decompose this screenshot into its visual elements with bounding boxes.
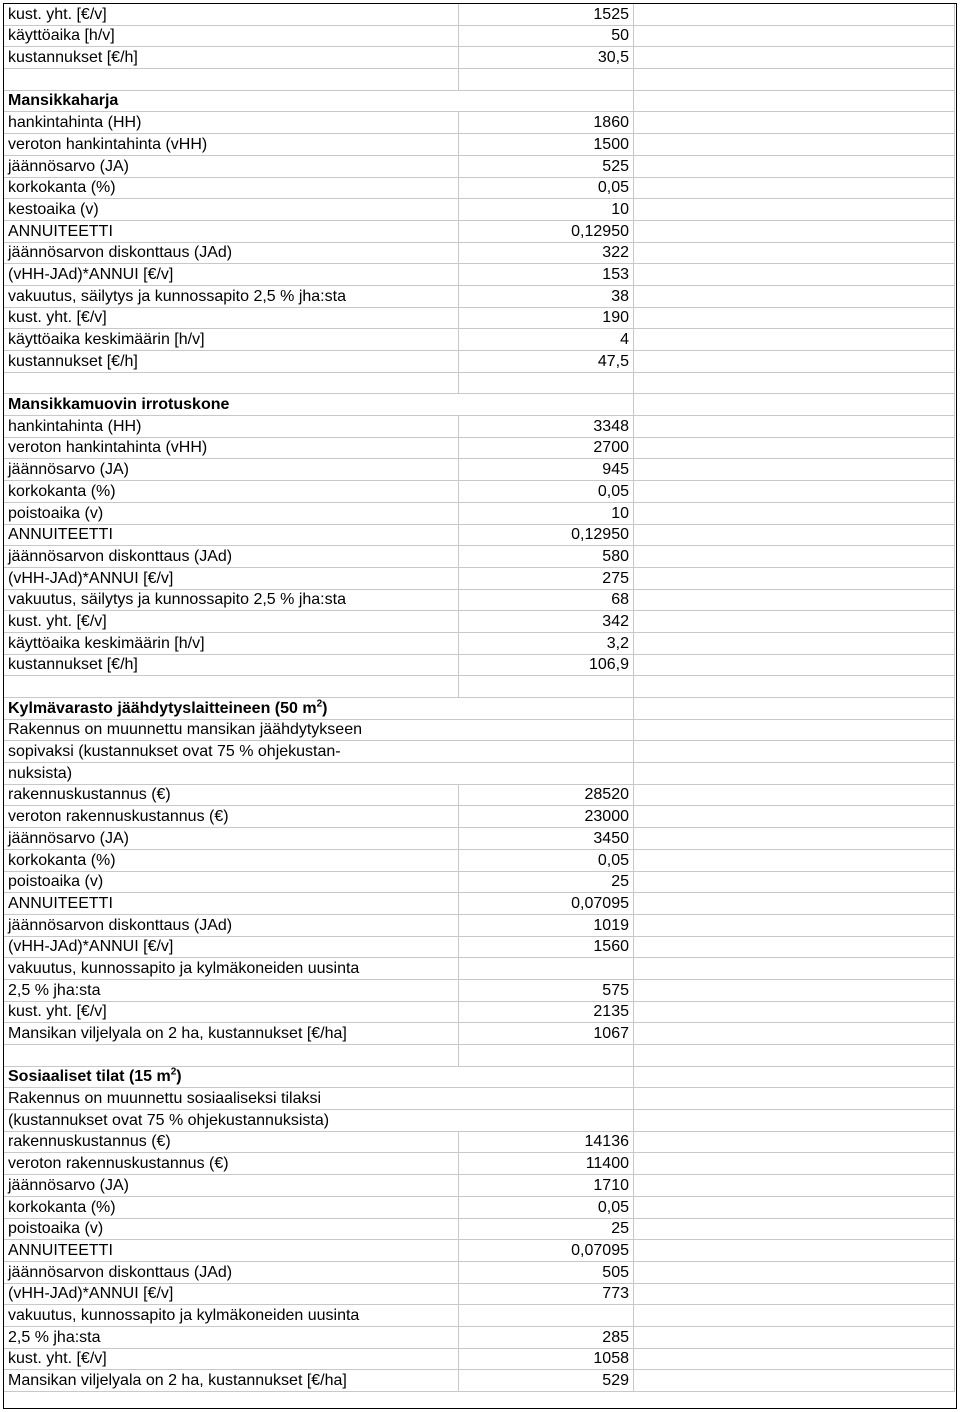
table-row [4, 567, 955, 589]
label-cell[interactable]: kust. yht. [€/v] [4, 307, 459, 329]
empty-cell[interactable] [634, 1023, 955, 1045]
empty-cell[interactable] [634, 285, 955, 307]
label-cell[interactable]: korkokanta (%) [4, 1196, 459, 1218]
value-cell[interactable]: 1525 [459, 4, 634, 26]
label-cell[interactable]: hankintahinta (HH) [4, 416, 459, 438]
value-cell[interactable]: 1058 [459, 1348, 634, 1370]
label-cell[interactable]: käyttöaika keskimäärin [h/v] [4, 632, 459, 654]
table-row [4, 741, 955, 763]
label-cell[interactable]: kust. yht. [€/v] [4, 4, 459, 26]
empty-cell[interactable] [634, 567, 955, 589]
value-cell[interactable]: 23000 [459, 806, 634, 828]
empty-cell[interactable] [634, 437, 955, 459]
table-row [4, 611, 955, 633]
table-row [4, 502, 955, 524]
label-cell[interactable]: hankintahinta (HH) [4, 112, 459, 134]
value-cell[interactable] [459, 676, 634, 698]
label-cell[interactable]: kustannukset [€/h] [4, 654, 459, 676]
section-title-text: Mansikkaharja [8, 92, 119, 110]
table-row [4, 979, 955, 1001]
value-cell[interactable]: 106,9 [459, 654, 634, 676]
empty-cell[interactable] [634, 784, 955, 806]
table-row [4, 285, 955, 307]
empty-cell[interactable] [634, 589, 955, 611]
label-cell[interactable]: kustannukset [€/h] [4, 47, 459, 69]
table-row [4, 351, 955, 373]
value-cell[interactable] [459, 698, 634, 720]
table-row [4, 1023, 955, 1045]
value-cell[interactable]: 0,07095 [459, 893, 634, 915]
value-cell[interactable]: 342 [459, 611, 634, 633]
value-cell[interactable]: 11400 [459, 1153, 634, 1175]
value-cell[interactable]: 3348 [459, 416, 634, 438]
section-header-row [4, 1066, 955, 1088]
empty-cell[interactable] [634, 351, 955, 373]
empty-cell[interactable] [634, 914, 955, 936]
empty-cell[interactable] [634, 416, 955, 438]
label-cell[interactable]: Rakennus on muunnettu sosiaaliseksi tilaksi [4, 1088, 459, 1110]
table-row [4, 784, 955, 806]
value-cell[interactable]: 28520 [459, 784, 634, 806]
value-cell[interactable]: 1560 [459, 936, 634, 958]
table-row [4, 763, 955, 785]
label-cell[interactable]: vakuutus, säilytys ja kunnossapito 2,5 % jha:sta [4, 589, 459, 611]
value-cell[interactable]: 945 [459, 459, 634, 481]
label-cell[interactable]: Mansikan viljelyala on 2 ha, kustannukset [€/ha] [4, 1023, 459, 1045]
value-cell[interactable]: 1019 [459, 914, 634, 936]
table-row [4, 1370, 955, 1392]
label-cell[interactable]: 2,5 % jha:sta [4, 1326, 459, 1348]
table-row [4, 112, 955, 134]
label-cell[interactable]: jäännösarvon diskonttaus (JAd) [4, 242, 459, 264]
table-row [4, 1348, 955, 1370]
empty-cell[interactable] [634, 698, 955, 720]
label-cell[interactable]: kust. yht. [€/v] [4, 611, 459, 633]
empty-cell[interactable] [634, 459, 955, 481]
label-cell[interactable]: rakennuskustannus (€) [4, 1131, 459, 1153]
label-cell[interactable]: Mansikan viljelyala on 2 ha, kustannukset [€/ha] [4, 1370, 459, 1392]
table-row [4, 958, 955, 980]
table-row [4, 329, 955, 351]
table-row [4, 134, 955, 156]
table-row [4, 459, 955, 481]
value-cell[interactable] [459, 1305, 634, 1327]
empty-cell[interactable] [634, 979, 955, 1001]
table-row [4, 806, 955, 828]
value-cell[interactable]: 190 [459, 307, 634, 329]
label-cell[interactable]: jäännösarvon diskonttaus (JAd) [4, 1261, 459, 1283]
value-cell[interactable]: 0,07095 [459, 1240, 634, 1262]
value-cell[interactable]: 25 [459, 871, 634, 893]
table-row [4, 936, 955, 958]
value-cell[interactable]: 68 [459, 589, 634, 611]
label-cell[interactable] [4, 69, 459, 91]
label-cell[interactable]: veroton rakennuskustannus (€) [4, 1153, 459, 1175]
empty-cell[interactable] [634, 329, 955, 351]
table-row [4, 632, 955, 654]
value-cell[interactable] [459, 1045, 634, 1067]
value-cell[interactable]: 10 [459, 502, 634, 524]
value-cell[interactable]: 47,5 [459, 351, 634, 373]
empty-cell[interactable] [634, 871, 955, 893]
table-row [4, 1283, 955, 1305]
table-row [4, 220, 955, 242]
label-cell[interactable]: käyttöaika keskimäärin [h/v] [4, 329, 459, 351]
label-cell[interactable]: nuksista) [4, 763, 459, 785]
empty-cell[interactable] [634, 632, 955, 654]
value-cell[interactable]: 0,05 [459, 177, 634, 199]
empty-cell[interactable] [634, 893, 955, 915]
empty-cell[interactable] [634, 155, 955, 177]
label-cell[interactable]: veroton hankintahinta (vHH) [4, 437, 459, 459]
empty-cell[interactable] [634, 546, 955, 568]
spreadsheet-body [4, 4, 955, 1392]
section-title-end: ) [176, 1068, 182, 1086]
label-cell[interactable]: vakuutus, kunnossapito ja kylmäkoneiden uusinta [4, 958, 459, 980]
empty-cell[interactable] [634, 1370, 955, 1392]
table-row [4, 676, 955, 698]
empty-cell[interactable] [634, 1240, 955, 1262]
empty-cell[interactable] [634, 676, 955, 698]
label-cell[interactable]: korkokanta (%) [4, 177, 459, 199]
empty-cell[interactable] [634, 654, 955, 676]
section-title-text: Mansikkamuovin irrotuskone [8, 396, 230, 414]
value-cell[interactable] [459, 741, 634, 763]
empty-cell[interactable] [634, 1175, 955, 1197]
empty-cell[interactable] [634, 806, 955, 828]
value-cell[interactable]: 0,05 [459, 849, 634, 871]
empty-cell[interactable] [634, 502, 955, 524]
label-cell[interactable]: rakennuskustannus (€) [4, 784, 459, 806]
label-cell[interactable]: jäännösarvo (JA) [4, 155, 459, 177]
value-cell[interactable]: 4 [459, 329, 634, 351]
table-row [4, 242, 955, 264]
label-cell[interactable]: Rakennus on muunnettu mansikan jäähdytykseen [4, 719, 459, 741]
value-cell[interactable]: 153 [459, 264, 634, 286]
section-header-row [4, 698, 955, 720]
table-row [4, 177, 955, 199]
label-cell[interactable]: 2,5 % jha:sta [4, 979, 459, 1001]
empty-cell[interactable] [634, 112, 955, 134]
value-cell[interactable]: 38 [459, 285, 634, 307]
empty-cell[interactable] [634, 177, 955, 199]
label-cell[interactable]: kust. yht. [€/v] [4, 1348, 459, 1370]
table-row [4, 546, 955, 568]
table-row [4, 437, 955, 459]
value-cell[interactable] [459, 372, 634, 394]
empty-cell[interactable] [634, 90, 955, 112]
empty-cell[interactable] [634, 264, 955, 286]
empty-cell[interactable] [634, 1305, 955, 1327]
value-cell[interactable] [459, 763, 634, 785]
empty-cell[interactable] [634, 1196, 955, 1218]
table-row [4, 199, 955, 221]
label-cell[interactable] [4, 1045, 459, 1067]
table-row [4, 849, 955, 871]
empty-cell[interactable] [634, 4, 955, 26]
label-cell[interactable]: poistoaika (v) [4, 502, 459, 524]
label-cell[interactable]: jäännösarvo (JA) [4, 828, 459, 850]
label-cell[interactable]: ANNUITEETTI [4, 893, 459, 915]
label-cell[interactable]: jäännösarvon diskonttaus (JAd) [4, 914, 459, 936]
empty-cell[interactable] [634, 220, 955, 242]
label-cell[interactable]: jäännösarvo (JA) [4, 1175, 459, 1197]
value-cell[interactable]: 3,2 [459, 632, 634, 654]
empty-cell[interactable] [634, 199, 955, 221]
empty-cell[interactable] [634, 524, 955, 546]
table-row [4, 1196, 955, 1218]
empty-cell[interactable] [634, 1261, 955, 1283]
value-cell[interactable]: 0,12950 [459, 524, 634, 546]
section-title[interactable] [4, 394, 459, 416]
label-cell[interactable]: ANNUITEETTI [4, 1240, 459, 1262]
label-cell[interactable]: poistoaika (v) [4, 871, 459, 893]
label-cell[interactable]: veroton rakennuskustannus (€) [4, 806, 459, 828]
empty-cell[interactable] [634, 741, 955, 763]
empty-cell[interactable] [634, 1088, 955, 1110]
value-cell[interactable]: 322 [459, 242, 634, 264]
empty-cell[interactable] [634, 307, 955, 329]
table-row [4, 654, 955, 676]
label-cell[interactable]: vakuutus, säilytys ja kunnossapito 2,5 % jha:sta [4, 285, 459, 307]
value-cell[interactable]: 505 [459, 1261, 634, 1283]
table-row [4, 1261, 955, 1283]
label-cell[interactable]: poistoaika (v) [4, 1218, 459, 1240]
empty-cell[interactable] [634, 1283, 955, 1305]
empty-cell[interactable] [634, 828, 955, 850]
value-cell[interactable] [459, 69, 634, 91]
table-row [4, 1110, 955, 1132]
table-row [4, 1218, 955, 1240]
table-row [4, 307, 955, 329]
label-cell[interactable]: (vHH-JAd)*ANNUI [€/v] [4, 264, 459, 286]
table-row [4, 372, 955, 394]
label-cell[interactable]: (vHH-JAd)*ANNUI [€/v] [4, 1283, 459, 1305]
empty-cell[interactable] [634, 1218, 955, 1240]
empty-cell[interactable] [634, 47, 955, 69]
empty-cell[interactable] [634, 1001, 955, 1023]
value-cell[interactable] [459, 394, 634, 416]
label-cell[interactable] [4, 676, 459, 698]
table-row [4, 719, 955, 741]
empty-cell[interactable] [634, 372, 955, 394]
table-row [4, 264, 955, 286]
table-row [4, 1088, 955, 1110]
table-row [4, 481, 955, 503]
value-cell[interactable]: 0,05 [459, 481, 634, 503]
table-row [4, 1326, 955, 1348]
section-title[interactable] [4, 698, 459, 720]
empty-cell[interactable] [634, 1045, 955, 1067]
table-row [4, 155, 955, 177]
empty-cell[interactable] [634, 763, 955, 785]
table-row [4, 1131, 955, 1153]
value-cell[interactable]: 10 [459, 199, 634, 221]
empty-cell[interactable] [634, 958, 955, 980]
value-cell[interactable]: 25 [459, 1218, 634, 1240]
superscript: 2 [170, 1067, 177, 1079]
section-header-row [4, 90, 955, 112]
empty-cell[interactable] [634, 69, 955, 91]
table-row [4, 47, 955, 69]
section-title-end: ) [322, 699, 328, 717]
label-cell[interactable]: jäännösarvon diskonttaus (JAd) [4, 546, 459, 568]
empty-cell[interactable] [634, 1326, 955, 1348]
table-row [4, 1001, 955, 1023]
empty-cell[interactable] [634, 719, 955, 741]
table-row [4, 1175, 955, 1197]
value-cell[interactable]: 1860 [459, 112, 634, 134]
value-cell[interactable]: 30,5 [459, 47, 634, 69]
superscript: 2 [316, 698, 323, 710]
label-cell[interactable]: (vHH-JAd)*ANNUI [€/v] [4, 567, 459, 589]
table-row [4, 893, 955, 915]
section-title[interactable] [4, 1066, 459, 1088]
value-cell[interactable] [459, 1088, 634, 1110]
spreadsheet-table [3, 3, 955, 1392]
label-cell[interactable]: (kustannukset ovat 75 % ohjekustannuksista) [4, 1110, 459, 1132]
label-cell[interactable]: veroton hankintahinta (vHH) [4, 134, 459, 156]
empty-cell[interactable] [634, 25, 955, 47]
table-row [4, 1240, 955, 1262]
empty-cell[interactable] [634, 1348, 955, 1370]
label-cell[interactable]: kust. yht. [€/v] [4, 1001, 459, 1023]
table-row [4, 69, 955, 91]
value-cell[interactable] [459, 958, 634, 980]
empty-cell[interactable] [634, 242, 955, 264]
value-cell[interactable]: 529 [459, 1370, 634, 1392]
empty-cell[interactable] [634, 1066, 955, 1088]
value-cell[interactable]: 50 [459, 25, 634, 47]
table-row [4, 871, 955, 893]
empty-cell[interactable] [634, 1131, 955, 1153]
label-cell[interactable]: ANNUITEETTI [4, 524, 459, 546]
empty-cell[interactable] [634, 1153, 955, 1175]
section-title-text: Kylmävarasto jäähdytyslaitteineen (50 m [8, 699, 317, 717]
value-cell[interactable]: 2135 [459, 1001, 634, 1023]
section-header-row [4, 394, 955, 416]
value-cell[interactable]: 2700 [459, 437, 634, 459]
label-cell[interactable]: sopivaksi (kustannukset ovat 75 % ohjekustan- [4, 741, 459, 763]
table-row [4, 4, 955, 26]
empty-cell[interactable] [634, 936, 955, 958]
empty-cell[interactable] [634, 849, 955, 871]
value-cell[interactable]: 1500 [459, 134, 634, 156]
table-row [4, 524, 955, 546]
label-cell[interactable]: jäännösarvo (JA) [4, 459, 459, 481]
table-row [4, 589, 955, 611]
label-cell[interactable]: kestoaika (v) [4, 199, 459, 221]
table-row [4, 1153, 955, 1175]
value-cell[interactable]: 580 [459, 546, 634, 568]
label-cell[interactable]: (vHH-JAd)*ANNUI [€/v] [4, 936, 459, 958]
value-cell[interactable]: 575 [459, 979, 634, 1001]
value-cell[interactable] [459, 90, 634, 112]
section-title[interactable] [4, 90, 459, 112]
value-cell[interactable]: 773 [459, 1283, 634, 1305]
value-cell[interactable]: 1710 [459, 1175, 634, 1197]
label-cell[interactable]: korkokanta (%) [4, 849, 459, 871]
table-row [4, 828, 955, 850]
value-cell[interactable]: 1067 [459, 1023, 634, 1045]
section-title-text: Sosiaaliset tilat (15 m [8, 1068, 171, 1086]
empty-cell[interactable] [634, 1110, 955, 1132]
label-cell[interactable] [4, 372, 459, 394]
empty-cell[interactable] [634, 481, 955, 503]
label-cell[interactable]: käyttöaika [h/v] [4, 25, 459, 47]
value-cell[interactable]: 0,12950 [459, 220, 634, 242]
empty-cell[interactable] [634, 134, 955, 156]
value-cell[interactable] [459, 1110, 634, 1132]
value-cell[interactable]: 0,05 [459, 1196, 634, 1218]
table-row [4, 1045, 955, 1067]
value-cell[interactable]: 3450 [459, 828, 634, 850]
table-row [4, 25, 955, 47]
table-row [4, 416, 955, 438]
label-cell[interactable]: korkokanta (%) [4, 481, 459, 503]
value-cell[interactable]: 275 [459, 567, 634, 589]
empty-cell[interactable] [634, 611, 955, 633]
value-cell[interactable]: 285 [459, 1326, 634, 1348]
value-cell[interactable]: 525 [459, 155, 634, 177]
empty-cell[interactable] [634, 394, 955, 416]
value-cell[interactable] [459, 719, 634, 741]
label-cell[interactable]: kustannukset [€/h] [4, 351, 459, 373]
label-cell[interactable]: ANNUITEETTI [4, 220, 459, 242]
value-cell[interactable] [459, 1066, 634, 1088]
label-cell[interactable]: vakuutus, kunnossapito ja kylmäkoneiden uusinta [4, 1305, 459, 1327]
table-row [4, 1305, 955, 1327]
value-cell[interactable]: 14136 [459, 1131, 634, 1153]
table-row [4, 914, 955, 936]
